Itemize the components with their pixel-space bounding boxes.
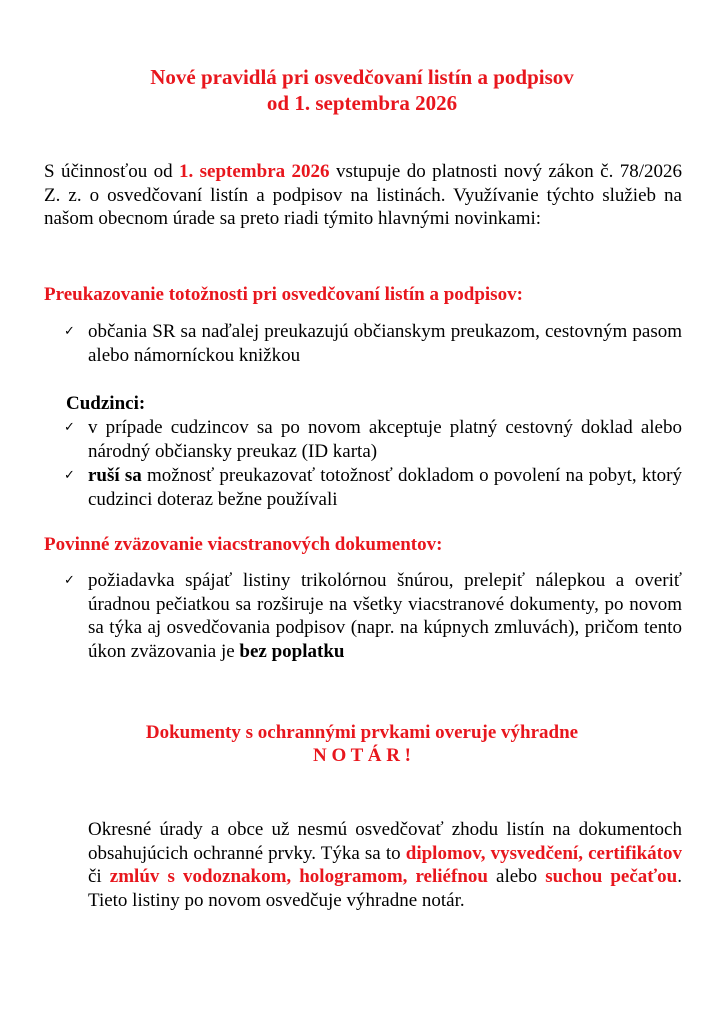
notary-notice [40, 721, 684, 767]
closing-highlight-3: suchou pečaťou [545, 866, 678, 888]
intro-text-start: S účinnosťou od [44, 161, 179, 182]
bullet-binding [64, 569, 682, 663]
closing-text-1: Okresné úrady a obce už nesmú osvedčovať zhodu listín na dokumentoch obsahujúcich ochranné prvky. Týka sa to [88, 819, 682, 864]
bullet-residence-permit [64, 464, 682, 511]
bullet-residence-permit-text: možnosť preukazovať totožnosť dokladom o povolení na pobyt, ktorý cudzinci doteraz bežne používali [88, 465, 682, 510]
closing-text-2: či [88, 866, 110, 888]
intro-text-end: vstupuje do platnosti nový zákon č. 78/2026 Z. z. o osvedčovaní listín a podpisov na listinách. Využívanie týchto služieb na našom obecnom úrade sa preto riadi týmito hlavnými novinkami: [44, 161, 683, 230]
checkmark-icon: ✓ [64, 573, 75, 588]
bullet-citizens-text: občania SR sa naďalej preukazujú občianskym preukazom, cestovným pasom alebo námorníckou knižkou [88, 321, 682, 366]
closing-highlight-1: diplomov, vysvedčení, certifikátov [405, 842, 682, 864]
title-line-2: od 1. septembra 2026 [266, 91, 458, 115]
section-heading-binding: Povinné zväzovanie viacstranových dokumentov: [44, 534, 443, 555]
intro-paragraph [44, 160, 682, 231]
title-line-1: Nové pravidlá pri osvedčovaní listín a podpisov [150, 65, 574, 89]
section-heading-identity: Preukazovanie totožnosti pri osvedčovaní listín a podpisov: [44, 284, 523, 305]
bullet-binding-text: požiadavka spájať listiny trikolórnou šnúrou, prelepiť nálepkou a overiť úradnou pečiatkou sa rozširuje na všetky viacstranové dokumenty, po novom sa týka aj osvedčovania podpisov (napr. na kúpnych zmluvách), pričom tento úkon zväzovania je [88, 570, 682, 662]
bullet-foreigners-documents-text: v prípade cudzincov sa po novom akceptuje platný cestovný doklad alebo národný občiansky preukaz (ID karta) [88, 417, 682, 462]
checkmark-icon: ✓ [64, 324, 75, 339]
bullet-foreigners-documents [64, 416, 682, 463]
notice-line-2: N O T Á R ! [312, 745, 411, 766]
closing-paragraph [88, 818, 682, 912]
document-title [40, 64, 684, 116]
foreigners-heading: Cudzinci: [66, 393, 146, 414]
intro-date: 1. septembra 2026 [179, 161, 330, 182]
checkmark-icon: ✓ [64, 420, 75, 435]
closing-text-4: . Tieto listiny po novom osvedčuje výhradne notár. [88, 866, 682, 911]
bullet-citizens [64, 320, 682, 367]
checkmark-icon: ✓ [64, 468, 75, 483]
closing-text-3: alebo [487, 866, 546, 888]
bullet-binding-bold: bez poplatku [239, 640, 345, 662]
bullet-residence-permit-bold: ruší sa [88, 465, 142, 486]
notice-line-1: Dokumenty s ochrannými prvkami overuje výhradne [145, 722, 579, 743]
closing-highlight-2: zmlúv s vodoznakom, hologramom, reliéfnou [109, 866, 488, 888]
